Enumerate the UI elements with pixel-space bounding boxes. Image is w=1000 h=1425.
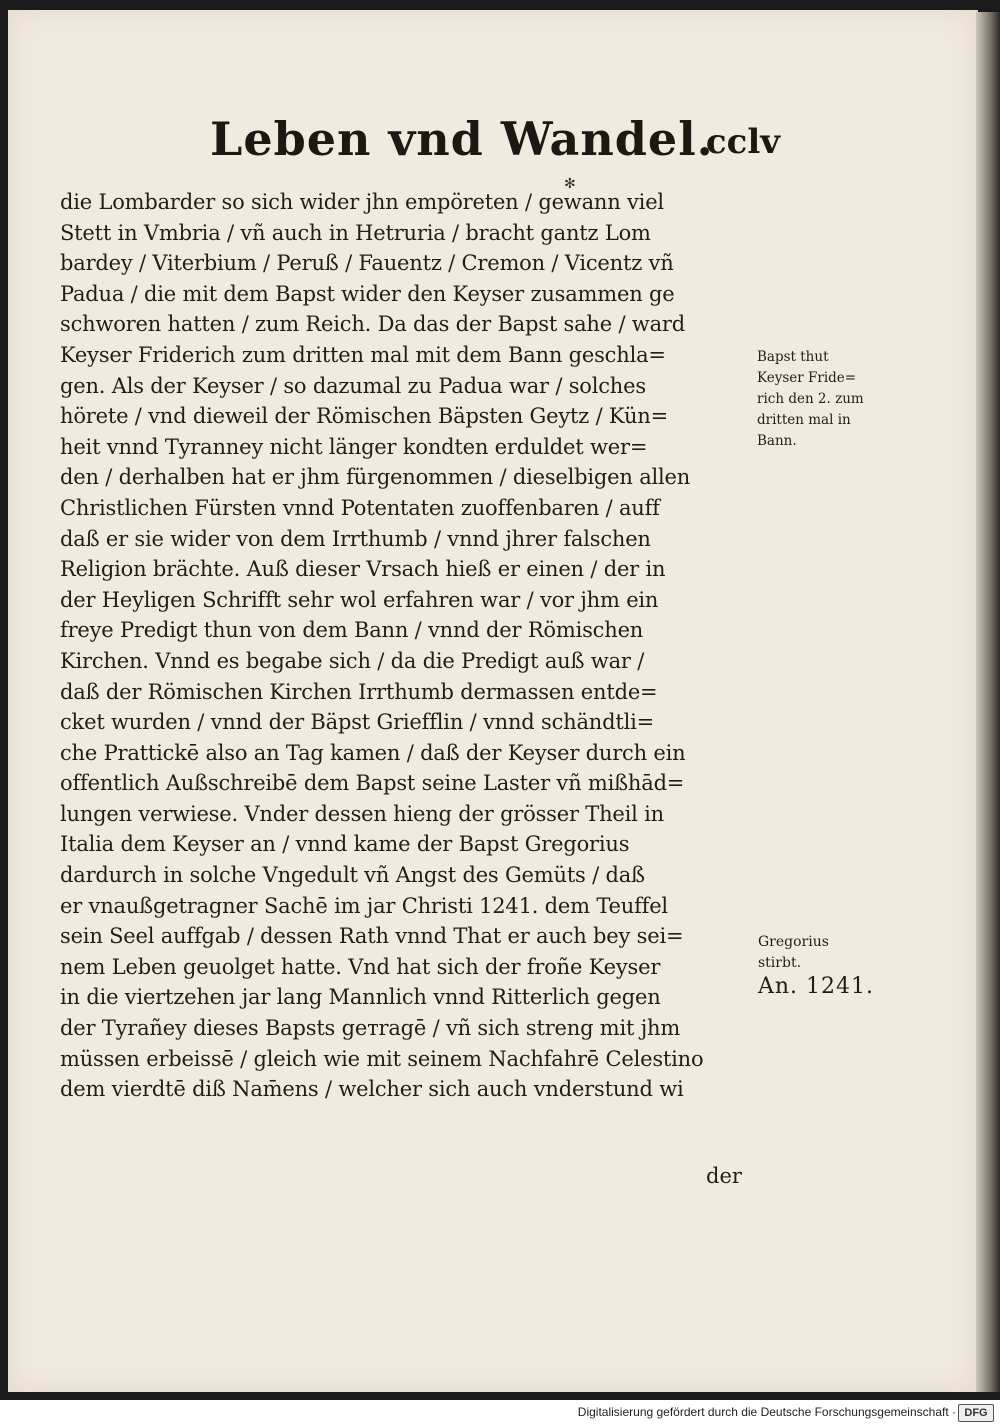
text-line: freye Predigt thun von dem Bann / vnnd der Römischen <box>60 618 644 643</box>
text-line: lungen verwiese. Vnder dessen hieng der grösser Theil in <box>60 801 664 826</box>
text-line: gen. Als der Keyser / so dazumal zu Padua war / solches <box>60 373 646 398</box>
text-line: schworen hatten / zum Reich. Da das der Bapst sahe / ward <box>60 312 685 337</box>
text-line: Kirchen. Vnnd es begabe sich / da die Predigt auß war / <box>60 648 645 673</box>
marginal-line: Bann. <box>757 433 797 449</box>
text-line: der Tyrañey dieses Bapsts geтragē / vñ sich streng mit jhm <box>60 1016 681 1041</box>
catchword: der <box>706 1164 742 1188</box>
text-line: in die viertzehen jar lang Mannlich vnnd Ritterlich gegen <box>60 985 661 1010</box>
text-line: er vnaußgetragner Sachē im jar Christi 1241. dem Teuffel <box>60 893 668 918</box>
text-line: dem vierdtē diß Nam̄ens / welcher sich auch vnderstund wi <box>60 1077 684 1102</box>
text-line: müssen erbeissē / gleich wie mit seinem Nachfahrē Celestino <box>60 1046 704 1071</box>
text-line: den / derhalben hat er jhm fürgenommen / dieselbigen allen <box>60 465 691 490</box>
running-title: Leben vnd Wandel. <box>210 112 714 166</box>
text-line: der Heyligen Schrifft sehr wol erfahren war / vor jhm ein <box>60 587 659 612</box>
text-line: cket wurden / vnnd der Bäpst Griefflin / vnnd schändtli= <box>60 710 655 735</box>
text-line: Keyser Friderich zum dritten mal mit dem Bann geschla= <box>60 342 666 367</box>
text-line: che Prattickē also an Tag kamen / daß der Keyser durch ein <box>60 740 686 765</box>
marginal-year: An. 1241. <box>758 974 875 999</box>
page-header <box>210 112 780 192</box>
text-line: Religion brächte. Auß dieser Vrsach hieß er einen / der in <box>60 557 666 582</box>
text-line: hörete / vnd dieweil der Römischen Bäpsten Geytz / Kün= <box>60 404 668 429</box>
text-line: daß er sie wider von dem Irrthumb / vnnd jhrer falschen <box>60 526 651 551</box>
footer-bar <box>0 1400 1000 1425</box>
body-text <box>60 187 750 1105</box>
text-line: nem Leben geuolget hatte. Vnd hat sich der froñe Keyser <box>60 954 661 979</box>
marginal-line: Bapst thut <box>757 349 829 365</box>
text-line: daß der Römischen Kirchen Irrthumb dermassen entde= <box>60 679 658 704</box>
dfg-logo: DFG <box>958 1404 994 1422</box>
marginal-line: stirbt. <box>758 955 802 971</box>
marginal-note-gregorius <box>758 932 874 1000</box>
text-line: Stett in Vmbria / vñ auch in Hetruria / bracht gantz Lom <box>60 220 651 245</box>
book-gutter <box>976 12 1000 1392</box>
text-line: dardurch in solche Vngedult vñ Angst des Gemüts / daß <box>60 863 645 888</box>
text-line: heit vnnd Tyranney nicht länger kondten erduldet wer= <box>60 434 648 459</box>
marginal-line: Gregorius <box>758 934 829 950</box>
folio-number: cclv <box>705 122 780 162</box>
text-line: die Lombarder so sich wider jhn empöreten / gewann viel <box>60 190 664 214</box>
ornament-mark: ✻ <box>564 176 576 192</box>
marginal-line: dritten mal in <box>757 412 851 428</box>
marginal-line: Keyser Fride= <box>757 370 857 386</box>
marginal-note-papal-ban <box>757 347 864 452</box>
text-line: offentlich Außschreibē dem Bapst seine Laster vñ mißhād= <box>60 771 685 796</box>
marginal-line: rich den 2. zum <box>757 391 864 407</box>
text-line: Italia dem Keyser an / vnnd kame der Bapst Gregorius <box>60 832 630 857</box>
text-line: bardey / Viterbium / Peruß / Fauentz / Cremon / Vicentz vñ <box>60 251 674 276</box>
funding-credit: Digitalisierung gefördert durch die Deutsche Forschungsgemeinschaft · <box>577 1405 956 1419</box>
text-line: sein Seel auffgab / dessen Rath vnnd That er auch bey sei= <box>60 924 684 949</box>
text-line: Padua / die mit dem Bapst wider den Keyser zusammen ge <box>60 281 675 306</box>
text-line: Christlichen Fürsten vnnd Potentaten zuoffenbaren / auff <box>60 495 660 520</box>
